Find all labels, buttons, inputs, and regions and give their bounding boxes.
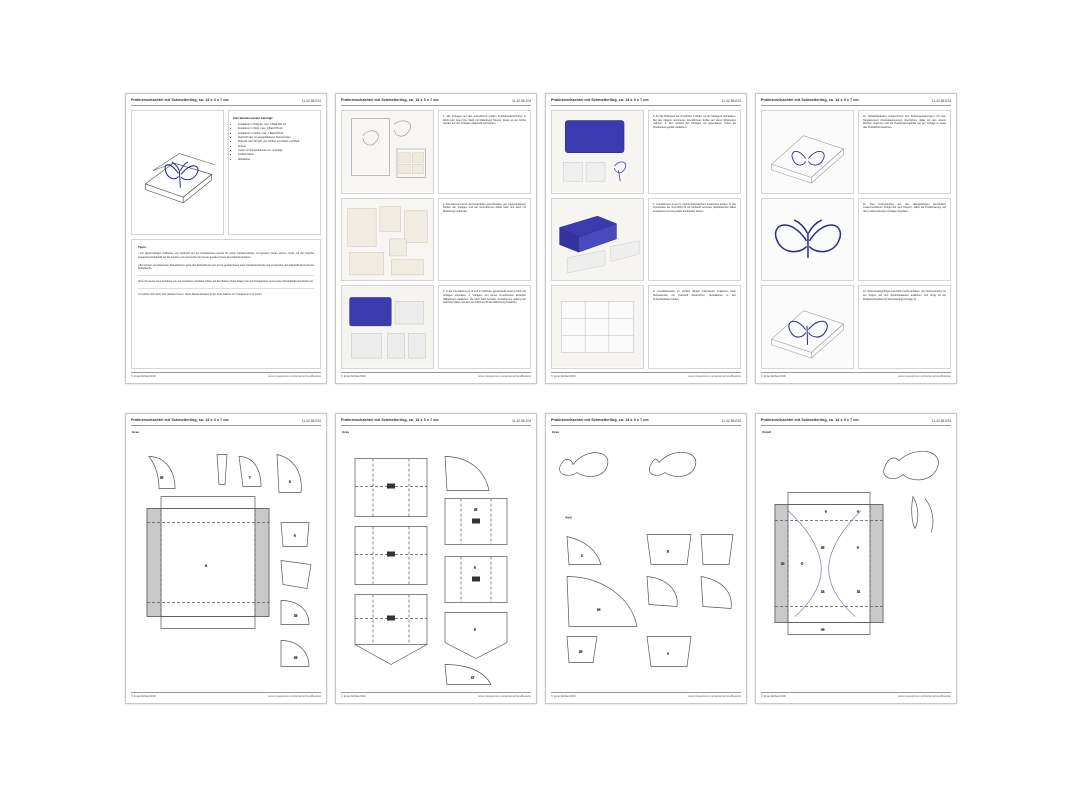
list-item: • Fotokarton in Violett, max. 1 Blatt DIN A4 — [238, 132, 316, 136]
footer-copyright: © Irene Dorbat 2019 — [131, 375, 156, 378]
svg-text:2: 2 — [289, 479, 291, 484]
svg-text:A: A — [205, 563, 208, 568]
pattern-area — [551, 436, 741, 695]
svg-text:17: 17 — [471, 675, 475, 680]
svg-text:8: 8 — [474, 565, 476, 570]
photo-wing-outline — [761, 110, 854, 194]
pattern-area — [761, 436, 951, 695]
svg-text:18: 18 — [294, 655, 298, 660]
photo-insert-grid — [551, 285, 644, 369]
svg-text:4: 4 — [857, 509, 859, 514]
svg-text:10: 10 — [579, 649, 583, 654]
sheet-steps-1[interactable] — [335, 93, 537, 384]
sheet-title: Pralinenschachtel mit Schmetterling, ca. 14 x 3 x 7 cm — [761, 418, 859, 422]
cover-product-illustration — [131, 110, 224, 235]
tips-paragraph: • Bei schwer verschiebenen Klebelaschen gebe den Klebstoff auf eine kurze gerade Kante einer Fotokartonstücks und verstreiche den Klebstoff damit auf die Klebelasche. — [138, 263, 314, 271]
sheet-steps-2[interactable] — [545, 93, 747, 384]
svg-text:16: 16 — [160, 475, 164, 480]
step-5-6 — [648, 110, 741, 194]
step-2 — [438, 198, 531, 282]
sheet-title: Pralinenschachtel mit Schmetterling, ca. 14 x 3 x 7 cm — [131, 418, 229, 422]
sheet-pattern-grey-a[interactable] — [125, 413, 327, 704]
sheet-header — [551, 99, 741, 106]
divider — [138, 275, 314, 276]
list-item: • Klebstift oder Stumpft, gut sichtbar auf Violett und Weiß — [238, 140, 316, 144]
step-text: 7. Grundformen A und C mittels Klebelaschen zusammen kleben. 8. Die Innenseiten der Grundform B mit Klebstoff versehen (Klebelaschen dabei aussparen) und an jeweils aneinander kleben. — [653, 202, 736, 213]
list-item: • Alleskleber — [238, 158, 316, 162]
pattern-area — [341, 436, 531, 695]
sheet-title: Pralinenschachtel mit Schmetterling, ca. 14 x 3 x 7 cm — [551, 418, 649, 422]
sheet-code: 11-42-55-104 — [512, 419, 531, 423]
sheet-code: 11-42-55-E34 — [931, 419, 951, 423]
tips-block — [131, 239, 321, 369]
photo-patterns-1 — [341, 110, 434, 194]
svg-text:5: 5 — [667, 549, 669, 554]
step-3-4 — [438, 285, 531, 369]
step-text: 10. Schachteldeckel entsprechend den Zeichenanweisungen mit dem Hauptelement (Festivalelementen) überziehen, dabei mit den oberen Flächen beginnen und die Positionierungshilfe auf der Vorlage G sowie das Produktfoto beachten. — [863, 115, 946, 129]
sheet-header — [761, 99, 951, 106]
sheet-code: 11-42-55-E34 — [721, 419, 741, 423]
svg-text:11: 11 — [857, 589, 861, 594]
footer-copyright: © Irene Dorbat 2019 — [341, 375, 366, 378]
step-11 — [858, 198, 951, 282]
list-item: • Klebstoff oder ein ausgebliebener Klebestreifen — [238, 136, 316, 140]
svg-text:13: 13 — [294, 613, 298, 618]
footer-url[interactable]: www.creapartners.net/de/store/IreneBastelei — [688, 695, 741, 698]
step-text: 2. Grundformen durch die Konturlinien ausschneiden, der zugeschnittenen Kanten der Vorlagen und der Grundformen dabei nach und nach mit Malerkrepp verbinden. — [443, 202, 526, 213]
svg-text:7: 7 — [249, 475, 251, 480]
list-item: • Fotokarton in Hellgrau, max. 2 Blatt DIN A4 — [238, 123, 316, 127]
material-label: Grau — [552, 430, 560, 434]
sheet-code: 11-42-55-104 — [512, 99, 531, 103]
sheet-header — [131, 419, 321, 426]
svg-text:6: 6 — [825, 509, 827, 514]
sheet-code: 11-42-55-E24 — [931, 99, 951, 103]
material-label: Grau — [132, 430, 140, 434]
step-text: 11. Den Schmetterling aus den dazugehörigen Einzelteilen zusammenkleben (Flügel auf dem Körper), dabei die Positionierung auf dem entsprechenden Vorlagen beachten. — [863, 202, 946, 213]
photo-box-open — [551, 198, 644, 282]
sheet-title: Pralinenschachtel mit Schmetterling, ca. 14 x 3 x 7 cm — [551, 98, 649, 102]
footer-url[interactable]: www.creapartners.net/de/store/IreneBastelei — [478, 695, 531, 698]
materials-items — [233, 123, 316, 162]
step-text: 1. Alle Vorlagen auf den ausreichend großen Fotokartonabschnitten in Weiß oder Grau bzw. Weiß mit Malerkrepp fixieren. Reste an der Größe werden auf den Vorlagen abgestellt entnehmen. — [443, 115, 526, 126]
sheet-header — [341, 419, 531, 426]
photo-box-blue — [341, 285, 434, 369]
step-7-8 — [648, 198, 741, 282]
footer-copyright: © Irene Dorbat 2019 — [551, 695, 576, 698]
step-text: 9. Innenfachwerke im rechten Winkel miteinander einkleben, beim Klebelaschen mit Klebstoff bestreichen, herankleben in den Schachtelboden kleben. — [653, 290, 736, 301]
footer-copyright: © Irene Dorbat 2019 — [131, 695, 156, 698]
svg-text:14: 14 — [597, 607, 601, 612]
step-12 — [858, 285, 951, 369]
tips-paragraph: Wenn Du keine neue Anleitung von mir verpassen möchtest, klicke auf den Button "Autor folgen" der auf Creapartners unter jedem Produktblatt anzufinden ist. — [138, 280, 314, 283]
pattern-area — [131, 436, 321, 695]
photo-lid-violet — [551, 110, 644, 194]
sheet-header — [761, 419, 951, 426]
sheet-pattern-violet[interactable] — [755, 413, 957, 704]
footer-copyright: © Irene Dorbat 2019 — [551, 375, 576, 378]
svg-text:15: 15 — [821, 545, 825, 550]
svg-text:1: 1 — [581, 553, 583, 558]
material-label: Violett — [762, 430, 772, 434]
sheet-footer — [341, 372, 531, 378]
list-item: • Schere — [238, 145, 316, 149]
svg-text:9: 9 — [857, 545, 859, 550]
footer-copyright: © Irene Dorbat 2019 — [341, 695, 366, 698]
footer-url[interactable]: www.creapartners.net/de/store/IreneBastelei — [898, 695, 951, 698]
sheet-code: 11-42-55-E24 — [721, 99, 741, 103]
sheet-code: 11-42-55-E24 — [301, 99, 321, 103]
materials-heading: Zum Basteln werden benötigt: — [233, 116, 274, 120]
svg-text:15: 15 — [474, 507, 478, 512]
footer-url[interactable]: www.creapartners.net/de/store/IreneBastelei — [688, 375, 741, 378]
tips-paragraph: • Für gleichmäßiges Aufkleben von Klebstoff auf die Klebelaschen kannst Du einen Falzbeinstreifen mit geraden Kante nutzen. Gebe mit der Flasche ausreichend Klebstoff auf die Lasche und verstreiche ihn mit der geraden Kante des Falzbeinstreifens. — [138, 252, 314, 259]
photo-butterfly — [761, 198, 854, 282]
sheet-pattern-white[interactable] — [545, 413, 747, 704]
footer-copyright: © Irene Dorbat 2019 — [761, 375, 786, 378]
step-text: 5. Auf die Rückseite der Grundform C Zellen vor der Vorlage E überkleben. Bei den übrigen nominieren Grundformen Zellen auf deren Rückseiten nehmen. 6. Nun anhand der Vorlagen mit gepunkteten Linien als Positionierungshilfe aufkleben. — [653, 115, 736, 129]
tips-heading: Tipps: — [138, 245, 147, 249]
sheet-row-instructions — [125, 93, 957, 384]
footer-copyright: © Irene Dorbat 2019 — [761, 695, 786, 698]
sheet-title: Pralinenschachtel mit Schmetterling, ca. 14 x 3 x 7 cm — [341, 418, 439, 422]
footer-url[interactable]: www.creapartners.net/de/store/IreneBastelei — [268, 695, 321, 698]
step-1 — [438, 110, 531, 194]
sheet-header — [551, 419, 741, 426]
divider — [138, 288, 314, 289]
step-9 — [648, 285, 741, 369]
svg-text:12: 12 — [821, 589, 825, 594]
svg-text:44: 44 — [821, 627, 825, 632]
svg-text:3: 3 — [294, 533, 296, 538]
tips-paragraph: Ich würde mich auch sehr darüber freuen, Deine Bastel-Arbeiten in der Foto-Galerie von Creapartners zu sehen. — [138, 292, 263, 296]
svg-text:9: 9 — [474, 627, 476, 632]
footer-url[interactable]: www.creapartners.net/de/store/IreneBastelei — [478, 375, 531, 378]
sheet-title: Pralinenschachtel mit Schmetterling, ca. 14 x 3 x 7 cm — [761, 98, 859, 102]
material-label-2: Weiß — [565, 515, 573, 520]
footer-url[interactable]: www.creapartners.net/de/store/IreneBastelei — [898, 375, 951, 378]
sheet-footer — [551, 372, 741, 378]
sheet-pattern-grey-b[interactable] — [335, 413, 537, 704]
sheet-header — [341, 99, 531, 106]
sheet-footer — [761, 372, 951, 378]
list-item: • Falzbeinspitze — [238, 153, 316, 157]
sheet-title: Pralinenschachtel mit Schmetterling, ca. 14 x 3 x 7 cm — [341, 98, 439, 102]
svg-text:C: C — [801, 561, 804, 566]
step-text: 12. Schmetterlingsflügel und Fühler leicht anheben, den Schmetterling nur am Körper auf den Schachteldeckel aufkleben und fertig ist die Pralinenschachtel mit Schmetterling (Vorlage G). — [863, 290, 946, 301]
list-item: • Cutter mit Schneidelineal und -unterlage — [238, 149, 316, 153]
sheet-steps-3[interactable] — [755, 93, 957, 384]
photo-patterns-2 — [341, 198, 434, 282]
sheet-row-patterns — [125, 413, 957, 704]
sheet-code: 11-42-55-E34 — [301, 419, 321, 423]
list-item: • Fotokarton in Weiß, max. 1 Blatt DIN A4 — [238, 127, 316, 131]
step-10 — [858, 110, 951, 194]
svg-text:10: 10 — [781, 561, 785, 566]
step-text: 3. In die Grundformen A, B und C Falzlinien (gestrichelte Linien) durch die Vorlagen einprägen. 4. Vorlagen von denen Grundformen abziehen (Malerkrepp aufkleben, die noch nach bemalt), Grundformen entlang der Falzlinien falten, bei den Grundformen B die Faltrichtung beachten. — [443, 290, 526, 305]
svg-text:4: 4 — [667, 651, 669, 656]
footer-url[interactable]: www.creapartners.net/de/store/IreneBastelei — [268, 375, 321, 378]
materials-list — [228, 110, 321, 235]
sheet-header — [131, 99, 321, 106]
sheet-footer — [131, 372, 321, 378]
sheet-title: Pralinenschachtel mit Schmetterling, ca. 14 x 3 x 7 cm — [131, 98, 229, 102]
photo-lid-butterfly — [761, 285, 854, 369]
sheet-cover[interactable] — [125, 93, 327, 384]
material-label: Grau — [342, 430, 350, 434]
